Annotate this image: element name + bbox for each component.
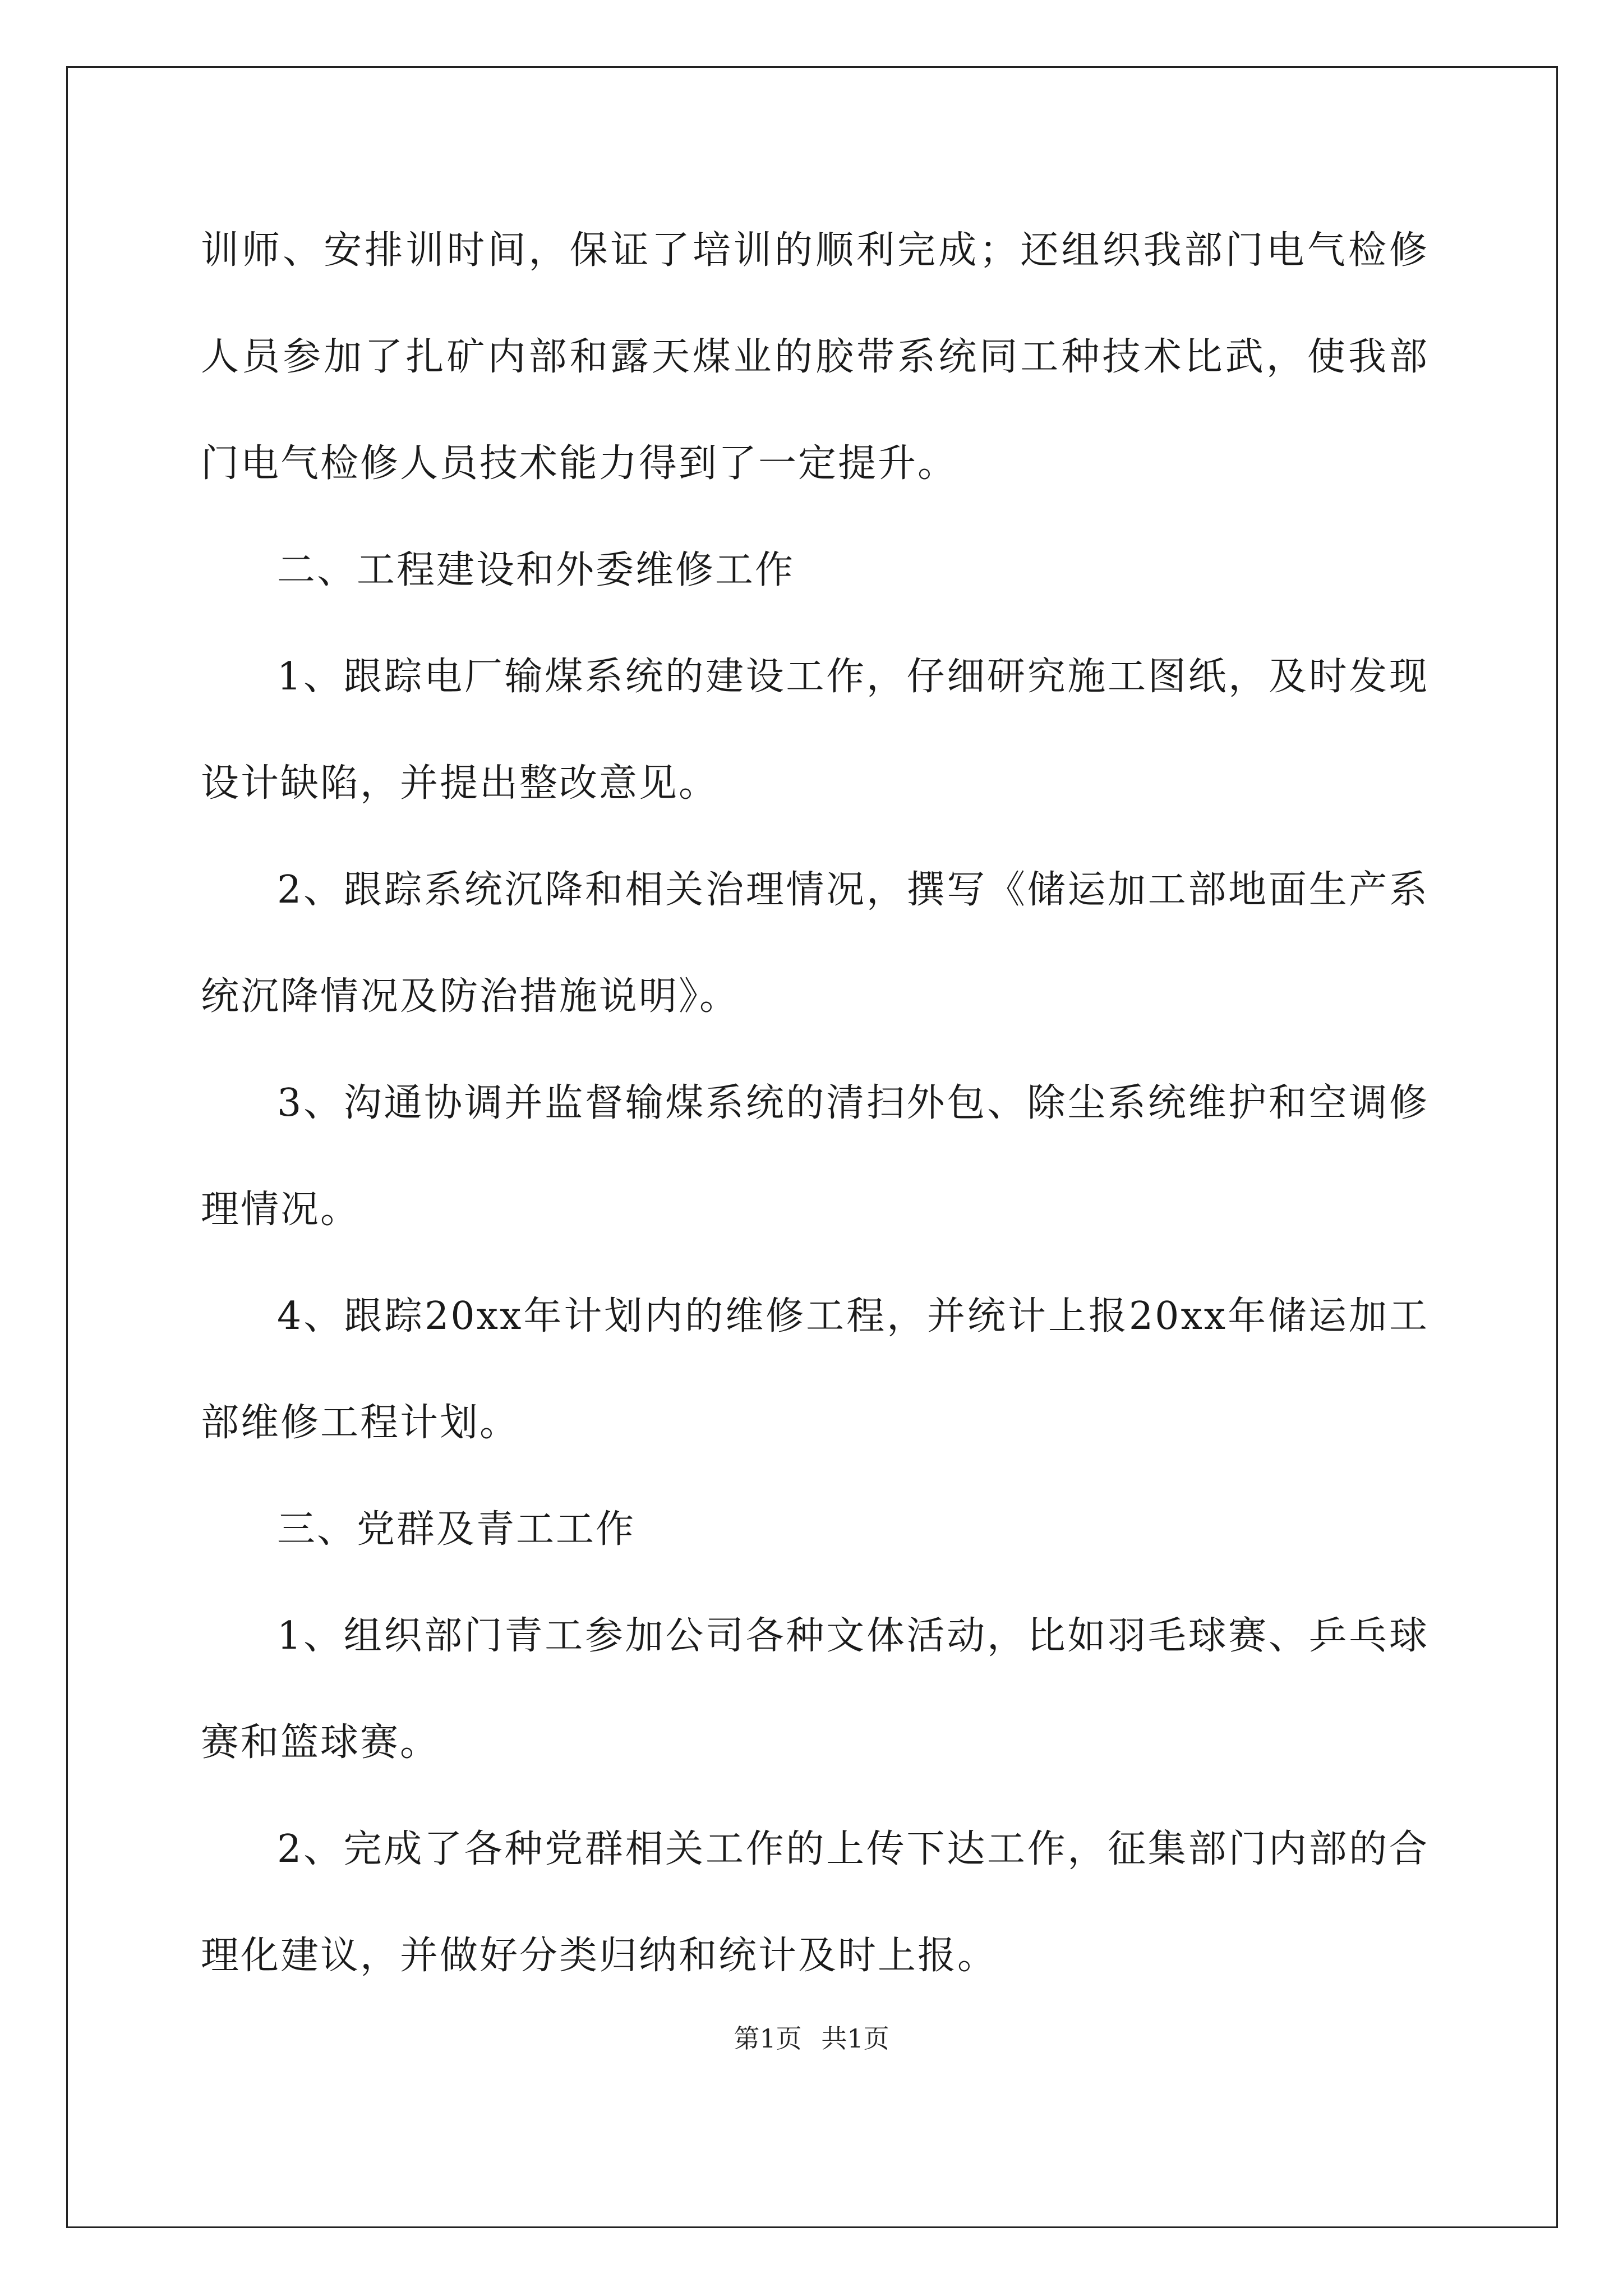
paragraph-line: 2、跟踪系统沉降和相关治理情况，撰写《储运加工部地面生产系 [277,868,1429,912]
paragraph-line: 统沉降情况及防治措施说明》。 [201,974,740,1019]
page-footer [0,2023,1623,2054]
paragraph-line: 设计缺陷，并提出整改意见。 [201,761,719,806]
paragraph-line: 训师、安排训时间，保证了培训的顺利完成；还组织我部门电气检修 [201,228,1429,273]
paragraph-line: 1、跟踪电厂输煤系统的建设工作，仔细研究施工图纸，及时发现 [277,655,1429,699]
paragraph-line: 4、跟踪20xx年计划内的维修工程，并统计上报20xx年储运加工 [277,1294,1429,1338]
paragraph-line: 理情况。 [201,1188,361,1232]
paragraph-line: 门电气检修人员技术能力得到了一定提升。 [201,441,958,486]
paragraph-line: 1、组织部门青工参加公司各种文体活动，比如羽毛球赛、乒乓球 [277,1614,1429,1658]
paragraph-line: 部维修工程计划。 [201,1401,520,1445]
paragraph-line: 2、完成了各种党群相关工作的上传下达工作，征集部门内部的合 [277,1827,1429,1871]
page-total: 共1页 [821,2023,889,2054]
paragraph-line: 理化建议，并做好分类归纳和统计及时上报。 [201,1934,998,1978]
document-body [201,208,1429,2019]
paragraph-line: 赛和篮球赛。 [201,1720,440,1765]
paragraph-line: 人员参加了扎矿内部和露天煤业的胶带系统同工种技术比武，使我部 [201,335,1429,379]
page-number: 第1页 [734,2023,802,2054]
paragraph-line: 3、沟通协调并监督输煤系统的清扫外包、除尘系统维护和空调修 [277,1081,1429,1125]
section-heading: 二、工程建设和外委维修工作 [277,548,795,592]
section-heading: 三、党群及青工工作 [277,1507,636,1552]
